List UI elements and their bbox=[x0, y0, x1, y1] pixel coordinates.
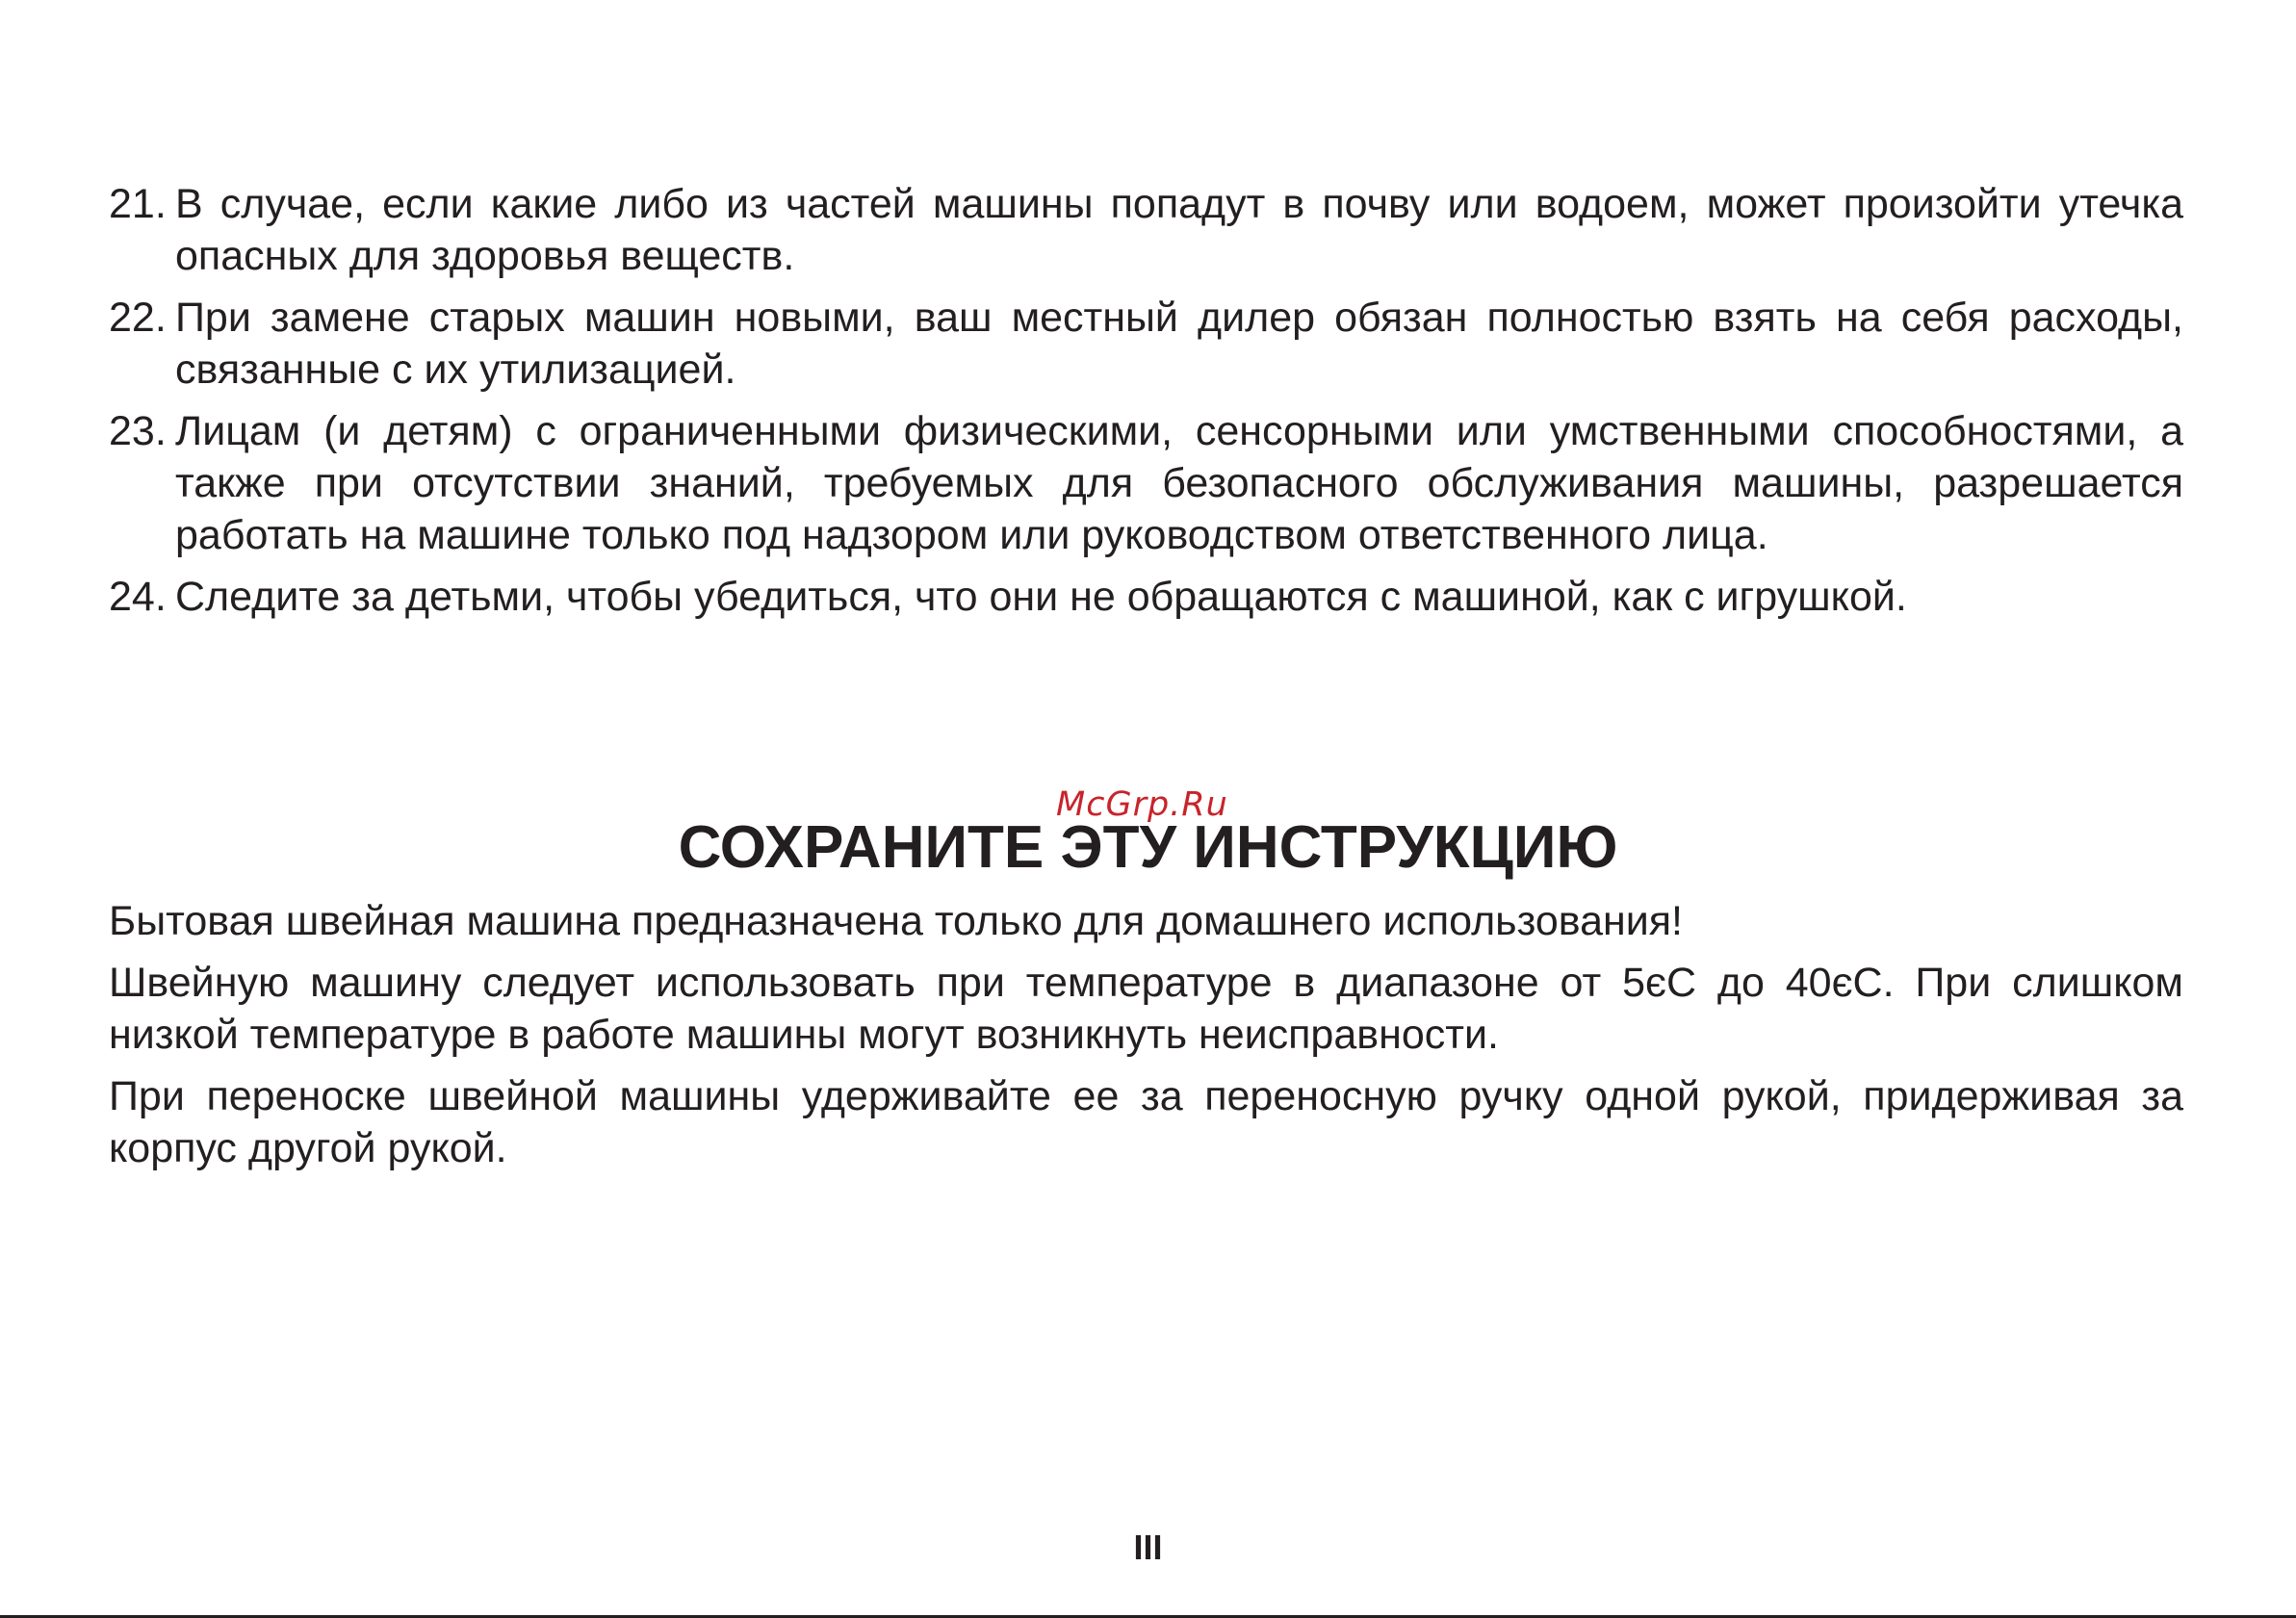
item-number: 21. bbox=[109, 181, 167, 227]
item-number: 22. bbox=[109, 295, 167, 341]
section-heading: СОХРАНИТЕ ЭТУ ИНСТРУКЦИЮ bbox=[678, 814, 1618, 881]
list-item bbox=[109, 292, 2183, 396]
item-text: При замене старых машин новыми, ваш местный дилер обязан полностью взять на себя расходы, связанные с их утилизацией. bbox=[175, 295, 2183, 393]
list-item bbox=[109, 571, 2183, 623]
usage-notes bbox=[109, 895, 2183, 1184]
list-item bbox=[109, 178, 2183, 282]
item-text: В случае, если какие либо из частей машины попадут в почву или водоем, может произойти утечка опасных для здоровья веществ. bbox=[175, 181, 2183, 279]
list-item bbox=[109, 405, 2183, 561]
item-text: Лицам (и детям) с ограниченными физическими, сенсорными или умственными способностями, а также при отсутствии знаний, требуемых для безопасного обслуживания машины, разрешается работать на машине только под надзором или руководством ответственного лица. bbox=[175, 408, 2183, 558]
watermark-text: McGrp.Ru bbox=[1056, 785, 1228, 824]
paragraph: Бытовая швейная машина предназначена только для домашнего использования! bbox=[109, 898, 1684, 944]
item-number: 24. bbox=[109, 574, 167, 620]
paragraph: Швейную машину следует использовать при температуре в диапазоне от 5єС до 40єС. При слишком низкой температуре в работе машины могут возникнуть неисправности. bbox=[109, 960, 2183, 1058]
paragraph: При переноске швейной машины удерживайте ее за переносную ручку одной рукой, придерживая за корпус другой рукой. bbox=[109, 1073, 2183, 1171]
safety-list bbox=[109, 178, 2183, 632]
item-text: Следите за детьми, чтобы убедиться, что они не обращаются с машиной, как с игрушкой. bbox=[175, 574, 1907, 620]
item-number: 23. bbox=[109, 408, 167, 454]
page-number: III bbox=[1133, 1528, 1163, 1567]
